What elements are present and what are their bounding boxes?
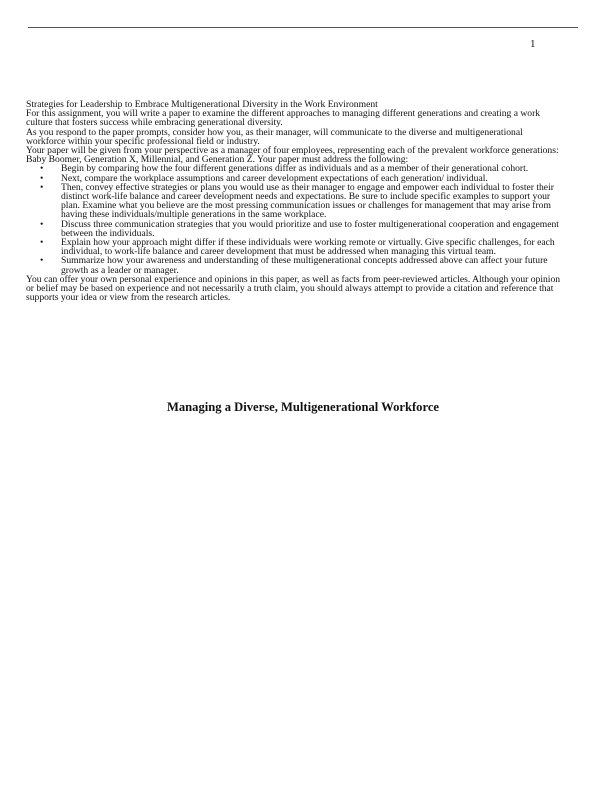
list-item: • Then, convey effective strategies or plans you would use as their manager to engage and empower each individual to foster their distinct work-life balance and career development needs and expectations. Be sure to include specific examples to support your plan. Examine what you believe are the most pressing communication issues or challenges for management that may arise from having these individuals/multiple generations in the same workplace. [54,183,561,220]
assignment-instructions [26,100,561,302]
assignment-heading: Strategies for Leadership to Embrace Multigenerational Diversity in the Work Environment [26,99,378,110]
prompt-list [26,164,561,274]
list-item: • Discuss three communication strategies that you would prioritize and use to foster multigenerational cooperation and engagement between the individuals. [54,220,561,238]
paper-title: Managing a Diverse, Multigenerational Workforce [166,400,439,414]
list-item: • Next, compare the workplace assumptions and career development expectations of each generation/ individual. [54,174,561,183]
page-number: 1 [530,38,536,50]
list-item: • Begin by comparing how the four different generations differ as individuals and as a member of their generational cohort. [54,164,561,173]
context-paragraph: As you respond to the paper prompts, consider how you, as their manager, will communicate to the diverse and multigenerational workforce within your specific professional field or industry. [26,126,523,147]
intro-paragraph: For this assignment, you will write a paper to examine the different approaches to managing different generations and creating a work culture that fosters success while embracing generational diversity. [26,108,541,129]
header-rule [28,27,578,28]
list-item: • Explain how your approach might differ if these individuals were working remote or virtually. Give specific challenges, for each individual, to work-life balance and career development that must be addressed when managing this virtual team. [54,238,561,256]
requirements-paragraph: Your paper will be given from your perspective as a manager of four employees, representing each of the prevalent workforce generations: Baby Boomer, Generation X, Millennial, and Generation Z. Your paper must address the following: [26,145,559,166]
list-item: • Summarize how your awareness and understanding of these multigenerational concepts addressed above can affect your future growth as a leader or manager. [54,256,561,274]
closing-paragraph: You can offer your own personal experience and opinions in this paper, as well as facts from peer-reviewed articles. Although your opinion or belief may be based on experience and not necessarily a truth claim, you should always attempt to provide a citation and reference that supports your idea or view from the research articles. [26,273,561,304]
